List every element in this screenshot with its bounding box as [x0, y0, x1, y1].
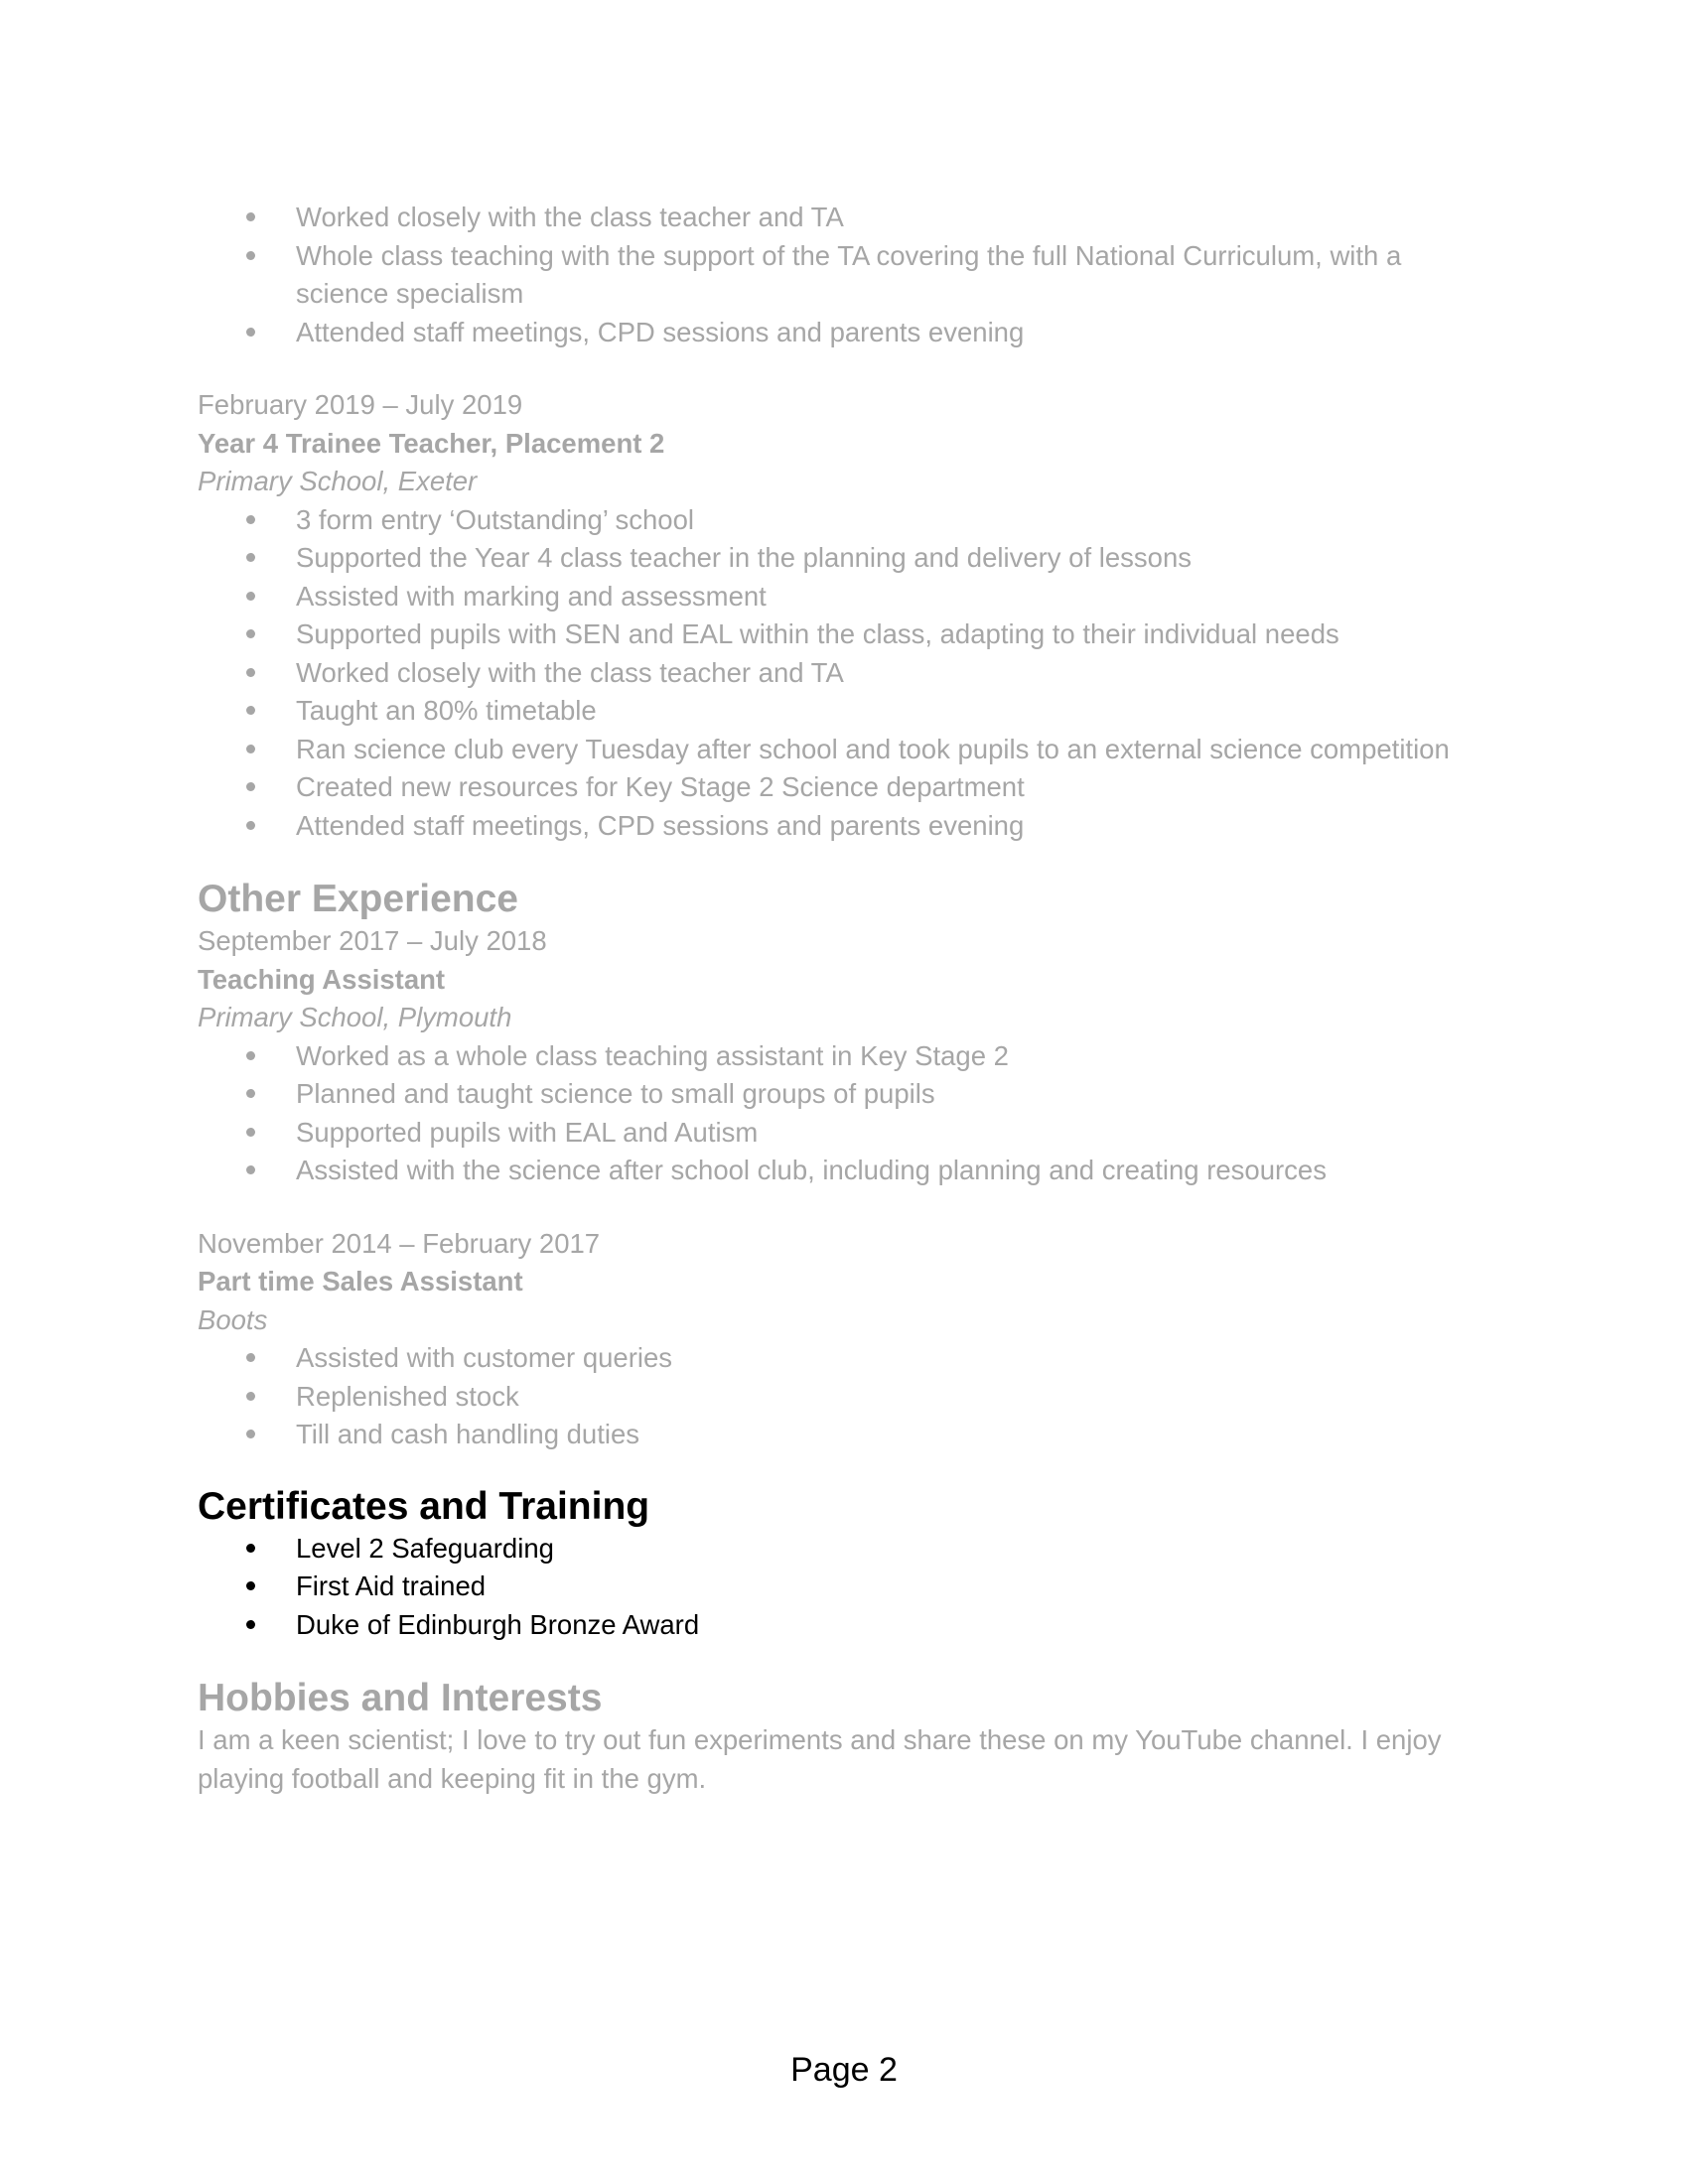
list-item: Assisted with the science after school club, including planning and creating resources: [198, 1152, 1488, 1190]
certificates-bullet-list: [198, 1530, 1488, 1645]
page-number: Page 2: [790, 2051, 898, 2089]
job-dates: November 2014 – February 2017: [198, 1227, 601, 1259]
list-item: Worked closely with the class teacher and TA: [198, 654, 1488, 693]
bullet-icon: [246, 1165, 255, 1174]
list-item: 3 form entry ‘Outstanding’ school: [198, 501, 1488, 540]
list-item: Till and cash handling duties: [198, 1416, 1488, 1454]
list-item: Ran science club every Tuesday after school and took pupils to an external science competition: [198, 731, 1488, 769]
job-location: Primary School, Plymouth: [198, 1002, 512, 1032]
list-item: Worked as a whole class teaching assistant in Key Stage 2: [198, 1037, 1488, 1076]
list-item: Replenished stock: [198, 1378, 1488, 1417]
bullet-icon: [246, 1089, 255, 1098]
bullet-icon: [246, 821, 255, 830]
list-item: Level 2 Safeguarding: [198, 1530, 1488, 1569]
bullet-icon: [246, 668, 255, 677]
list-item: Taught an 80% timetable: [198, 692, 1488, 731]
list-item: Duke of Edinburgh Bronze Award: [198, 1606, 1488, 1645]
bullet-icon: [246, 629, 255, 638]
job-location: Boots: [198, 1303, 268, 1335]
hobbies-paragraph: I am a keen scientist; I love to try out fun experiments and share these on my YouTube channel. I enjoy playing football and keeping fit in the gym.: [198, 1724, 1442, 1794]
job-dates: February 2019 – July 2019: [198, 389, 523, 420]
certificates-heading: Certificates and Training: [198, 1484, 650, 1528]
bullet-icon: [246, 1544, 255, 1553]
spacer: [198, 1454, 1488, 1484]
bullet-icon: [246, 745, 255, 753]
bullet-icon: [246, 251, 255, 260]
bullet-icon: [246, 706, 255, 715]
spacer: [198, 1644, 1488, 1676]
list-item: First Aid trained: [198, 1568, 1488, 1606]
list-item: Supported pupils with SEN and EAL within the class, adapting to their individual needs: [198, 615, 1488, 654]
bullet-icon: [246, 553, 255, 562]
spacer: [198, 351, 1488, 386]
teaching-assistant-entry: [198, 922, 1488, 1190]
list-item: Worked closely with the class teacher and TA: [198, 199, 1488, 237]
job-location: Primary School, Exeter: [198, 466, 478, 496]
list-item: Created new resources for Key Stage 2 Science department: [198, 768, 1488, 807]
job-title: Part time Sales Assistant: [198, 1266, 523, 1297]
spacer: [198, 845, 1488, 877]
list-item: Attended staff meetings, CPD sessions and parents evening: [198, 314, 1488, 352]
placement-2-entry: [198, 386, 1488, 845]
intro-bullet-list: [198, 199, 1488, 351]
list-item: Attended staff meetings, CPD sessions and parents evening: [198, 807, 1488, 846]
list-item: Supported the Year 4 class teacher in the planning and delivery of lessons: [198, 539, 1488, 578]
bullet-icon: [246, 782, 255, 791]
bullet-icon: [246, 1581, 255, 1590]
bullet-icon: [246, 1128, 255, 1137]
teaching-assistant-bullet-list: [198, 1037, 1488, 1190]
list-item: Assisted with marking and assessment: [198, 578, 1488, 616]
certificates-section: [198, 1484, 1488, 1645]
sales-assistant-entry: [198, 1225, 1488, 1454]
job-title: Teaching Assistant: [198, 963, 446, 995]
bullet-icon: [246, 515, 255, 524]
bullet-icon: [246, 1353, 255, 1362]
cv-page-content: [198, 199, 1488, 1798]
other-experience-heading: Other Experience: [198, 878, 518, 920]
job-title: Year 4 Trainee Teacher, Placement 2: [198, 427, 665, 459]
bullet-icon: [246, 1430, 255, 1438]
hobbies-heading: Hobbies and Interests: [198, 1677, 603, 1719]
list-item: Assisted with customer queries: [198, 1339, 1488, 1378]
placement-2-bullet-list: [198, 501, 1488, 846]
spacer: [198, 1190, 1488, 1225]
bullet-icon: [246, 212, 255, 221]
bullet-icon: [246, 1392, 255, 1401]
job-dates: September 2017 – July 2018: [198, 925, 547, 956]
bullet-icon: [246, 592, 255, 601]
sales-assistant-bullet-list: [198, 1339, 1488, 1454]
bullet-icon: [246, 328, 255, 337]
list-item: Supported pupils with EAL and Autism: [198, 1114, 1488, 1153]
bullet-icon: [246, 1620, 255, 1629]
list-item: Planned and taught science to small groups of pupils: [198, 1075, 1488, 1114]
bullet-icon: [246, 1051, 255, 1060]
list-item: Whole class teaching with the support of the TA covering the full National Curriculum, with a science specialism: [198, 237, 1488, 314]
